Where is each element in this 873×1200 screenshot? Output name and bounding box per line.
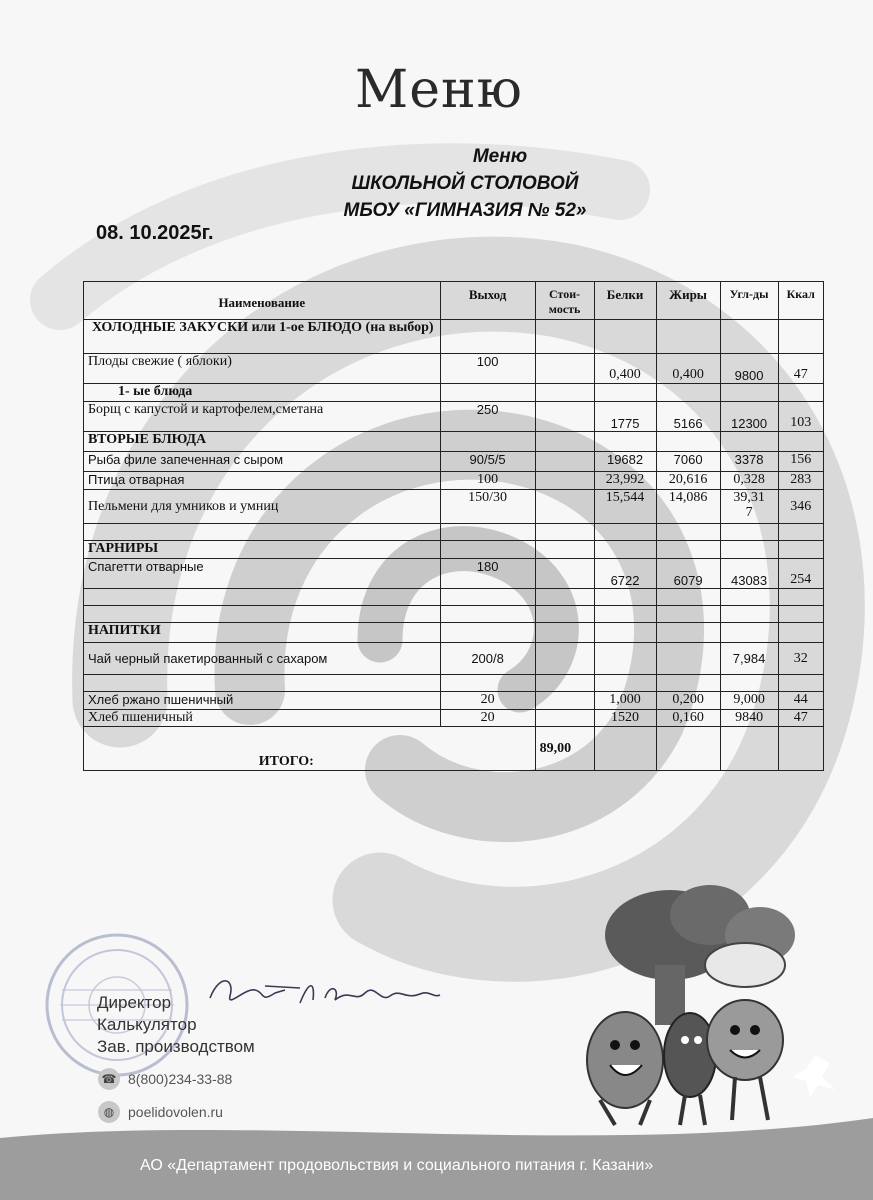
row-poultry-kcal: 283 (778, 472, 824, 490)
row-tea-out: 200/8 (440, 643, 535, 675)
row-rye-kcal: 44 (778, 692, 824, 710)
row-rye-name: Хлеб ржано пшеничный (84, 692, 441, 710)
row-fish-name: Рыба филе запеченная с сыром (84, 452, 441, 472)
website-contact (98, 1101, 223, 1123)
section-row-second (84, 432, 824, 452)
col-header-cost: Стои-мость (535, 282, 594, 320)
row-rye-fat: 0,200 (656, 692, 720, 710)
row-fish-carb: 3378 (720, 452, 778, 472)
row-borsch-carb: 12300 (720, 402, 778, 432)
row-poultry-name: Птица отварная (84, 472, 441, 490)
empty-row (84, 589, 824, 606)
row-tea-carb: 7,984 (720, 643, 778, 675)
row-tea-name: Чай черный пакетированный с сахаром (84, 643, 441, 675)
table-row (84, 402, 824, 432)
menu-date: 08. 10.2025г. (96, 222, 214, 244)
row-apples-out: 100 (440, 354, 535, 384)
row-spaghetti-out: 180 (440, 559, 535, 589)
menu-table (83, 281, 824, 771)
menu-title (300, 143, 630, 224)
row-apples-kcal: 47 (778, 354, 824, 384)
table-row (84, 452, 824, 472)
section-row-cold (84, 320, 824, 354)
section-label-second: ВТОРЫЕ БЛЮДА (84, 432, 441, 452)
row-spaghetti-name: Спагетти отварные (84, 559, 441, 589)
section-label-cold: ХОЛОДНЫЕ ЗАКУСКИ или 1-ое БЛЮДО (на выбор) (84, 320, 441, 354)
row-wheat-name: Хлеб пшеничный (84, 710, 441, 727)
row-rye-carb: 9,000 (720, 692, 778, 710)
globe-icon: ◍ (98, 1101, 120, 1123)
row-pelmeni-prot: 15,544 (594, 490, 656, 524)
row-tea-kcal: 32 (778, 643, 824, 675)
website-url: poelidovolen.ru (128, 1104, 223, 1120)
row-wheat-fat: 0,160 (656, 710, 720, 727)
row-borsch-kcal: 103 (778, 402, 824, 432)
row-fish-kcal: 156 (778, 452, 824, 472)
section-row-first (84, 384, 824, 402)
row-spaghetti-carb: 43083 (720, 559, 778, 589)
col-header-carb: Угл-ды (720, 282, 778, 320)
table-row (84, 710, 824, 727)
title-line-school: МБОУ «ГИМНАЗИЯ № 52» (343, 200, 587, 221)
col-header-fat: Жиры (656, 282, 720, 320)
row-borsch-name: Борщ с капустой и картофелем,сметана (84, 402, 441, 432)
section-row-drinks (84, 623, 824, 643)
title-line-canteen: ШКОЛЬНОЙ СТОЛОВОЙ (351, 173, 579, 194)
row-wheat-kcal: 47 (778, 710, 824, 727)
title-line-menu: Меню (472, 146, 528, 167)
row-pelmeni-carb: 39,31 7 (720, 490, 778, 524)
handwritten-title: Меню (355, 60, 523, 120)
row-pelmeni-kcal: 346 (778, 490, 824, 524)
col-header-prot: Белки (594, 282, 656, 320)
col-header-name: Наименование (84, 282, 441, 320)
role-production-head: Зав. производством (97, 1037, 255, 1056)
row-poultry-out: 100 (440, 472, 535, 490)
table-row (84, 354, 824, 384)
row-borsch-out: 250 (440, 402, 535, 432)
role-calculator: Калькулятор (97, 1015, 197, 1034)
total-row (84, 727, 824, 771)
section-label-first: 1- ые блюда (84, 384, 441, 402)
role-director: Директор (97, 993, 172, 1012)
row-wheat-carb: 9840 (720, 710, 778, 727)
table-row (84, 559, 824, 589)
empty-row (84, 606, 824, 623)
row-apples-carb: 9800 (720, 354, 778, 384)
food-mascots-illustration (560, 885, 850, 1130)
row-poultry-fat: 20,616 (656, 472, 720, 490)
table-row (84, 472, 824, 490)
row-apples-fat: 0,400 (656, 354, 720, 384)
row-poultry-prot: 23,992 (594, 472, 656, 490)
row-pelmeni-fat: 14,086 (656, 490, 720, 524)
row-rye-out: 20 (440, 692, 535, 710)
row-apples-prot: 0,400 (594, 354, 656, 384)
section-label-drinks: НАПИТКИ (84, 623, 441, 643)
table-row (84, 490, 824, 524)
organization-name: АО «Департамент продовольствия и социального питания г. Казани» (140, 1157, 654, 1174)
empty-row (84, 675, 824, 692)
col-header-out: Выход (440, 282, 535, 320)
section-label-garnish: ГАРНИРЫ (84, 541, 441, 559)
row-pelmeni-out: 150/30 (440, 490, 535, 524)
empty-row (84, 524, 824, 541)
section-row-garnish (84, 541, 824, 559)
table-row (84, 643, 824, 675)
row-fish-out: 90/5/5 (440, 452, 535, 472)
total-label: ИТОГО: (84, 727, 536, 771)
phone-contact (98, 1068, 232, 1090)
row-apples-name: Плоды свежие ( яблоки) (84, 354, 441, 384)
table-row (84, 692, 824, 710)
row-poultry-carb: 0,328 (720, 472, 778, 490)
row-spaghetti-fat: 6079 (656, 559, 720, 589)
total-cost: 89,00 (535, 727, 594, 771)
row-fish-prot: 19682 (594, 452, 656, 472)
phone-number: 8(800)234-33-88 (128, 1071, 233, 1087)
row-pelmeni-name: Пельмени для умников и умниц (84, 490, 441, 524)
signatories (97, 992, 255, 1058)
row-fish-fat: 7060 (656, 452, 720, 472)
row-borsch-fat: 5166 (656, 402, 720, 432)
row-wheat-out: 20 (440, 710, 535, 727)
row-spaghetti-kcal: 254 (778, 559, 824, 589)
phone-icon: ☎ (98, 1068, 120, 1090)
row-wheat-prot: 1520 (594, 710, 656, 727)
row-spaghetti-prot: 6722 (594, 559, 656, 589)
row-rye-prot: 1,000 (594, 692, 656, 710)
table-header-row (84, 282, 824, 320)
col-header-kcal: Ккал (778, 282, 824, 320)
row-borsch-prot: 1775 (594, 402, 656, 432)
